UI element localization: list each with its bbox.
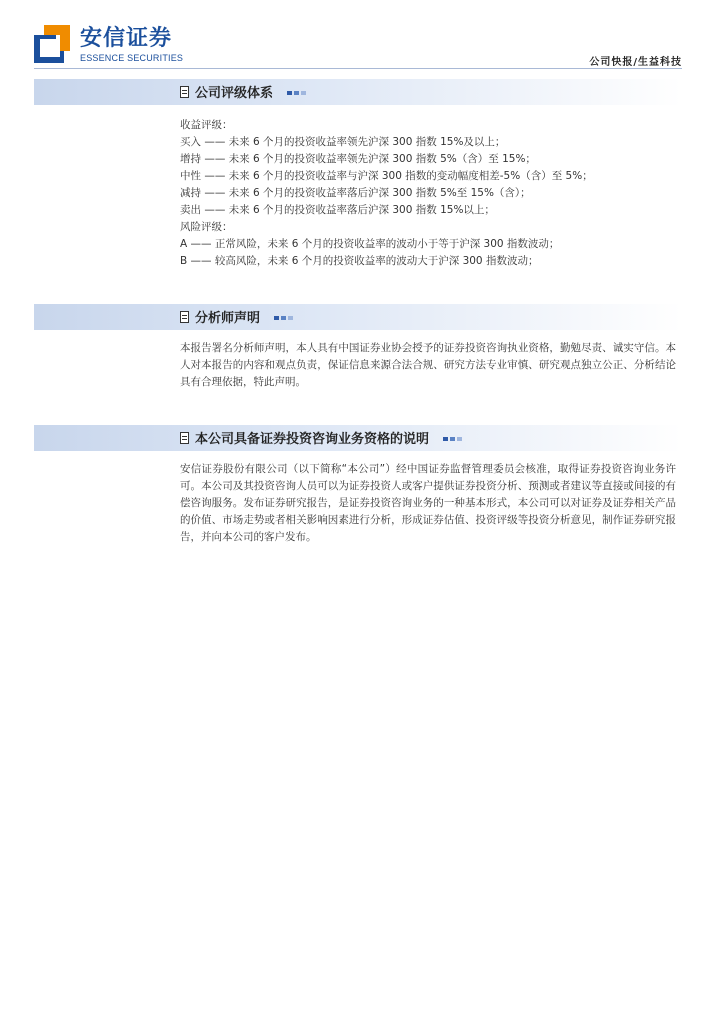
- section-title: [180, 304, 295, 330]
- section-title-text: 本公司具备证券投资咨询业务资格的说明: [195, 432, 430, 447]
- qualification-paragraph: 安信证券股份有限公司（以下简称“本公司”）经中国证券监督管理委员会核准，取得证券投资咨询业务许可。本公司及其投资咨询人员可以为证券投资人或客户提供证券投资分析、预测或者建议等直接或间接的有偿咨询服务。发布证券研究报告，是证券投资咨询业务的一种基本形式，本公司可以对证券及证券相关产品的价值、市场走势或者相关影响因素进行分析，形成证券估值、投资评级等投资分析意见，制作证券研究报告，并向本公司的客户发布。: [180, 463, 676, 543]
- document-icon: [180, 311, 189, 323]
- rating-line: 增持 —— 未来 6 个月的投资收益率领先沪深 300 指数 5%（含）至 15%；: [180, 153, 536, 165]
- rating-line: 风险评级：: [180, 221, 233, 233]
- logo-english-name: ESSENCE SECURITIES: [80, 53, 184, 63]
- rating-system-content: [180, 117, 676, 270]
- rating-line: 中性 —— 未来 6 个月的投资收益率与沪深 300 指数的变动幅度相差-5%（含）至 5%；: [180, 170, 593, 182]
- section-title: [180, 79, 308, 105]
- section-header-analyst-statement: [34, 304, 682, 330]
- decorative-dots-icon: [287, 79, 308, 105]
- document-icon: [180, 432, 189, 444]
- company-logo: [34, 25, 194, 65]
- logo-chinese-name: 安信证券: [80, 26, 173, 51]
- report-type-label: 公司快报/生益科技: [589, 57, 682, 68]
- analyst-statement-paragraph: 本报告署名分析师声明，本人具有中国证券业协会授予的证券投资咨询执业资格，勤勉尽责、诚实守信。本人对本报告的内容和观点负责，保证信息来源合法合规、研究方法专业审慎、研究观点独立公正、分析结论具有合理依据，特此声明。: [180, 342, 676, 388]
- rating-line: B —— 较高风险，未来 6 个月的投资收益率的波动大于沪深 300 指数波动；: [180, 255, 539, 267]
- rating-line: 买入 —— 未来 6 个月的投资收益率领先沪深 300 指数 15%及以上；: [180, 136, 506, 148]
- section-title-text: 公司评级体系: [195, 86, 274, 101]
- rating-line: 收益评级：: [180, 119, 233, 131]
- essence-logo-icon: [34, 25, 70, 63]
- section-title-text: 分析师声明: [195, 311, 261, 326]
- decorative-dots-icon: [443, 425, 464, 451]
- rating-line: 减持 —— 未来 6 个月的投资收益率落后沪深 300 指数 5%至 15%（含）；: [180, 187, 531, 199]
- decorative-dots-icon: [274, 304, 295, 330]
- section-header-rating-system: [34, 79, 682, 105]
- rating-line: A —— 正常风险，未来 6 个月的投资收益率的波动小于等于沪深 300 指数波动；: [180, 238, 560, 250]
- section-title: [180, 425, 464, 451]
- section-header-qualification: [34, 425, 682, 451]
- header-divider: [34, 68, 682, 69]
- document-icon: [180, 86, 189, 98]
- rating-line: 卖出 —— 未来 6 个月的投资收益率落后沪深 300 指数 15%以上；: [180, 204, 495, 216]
